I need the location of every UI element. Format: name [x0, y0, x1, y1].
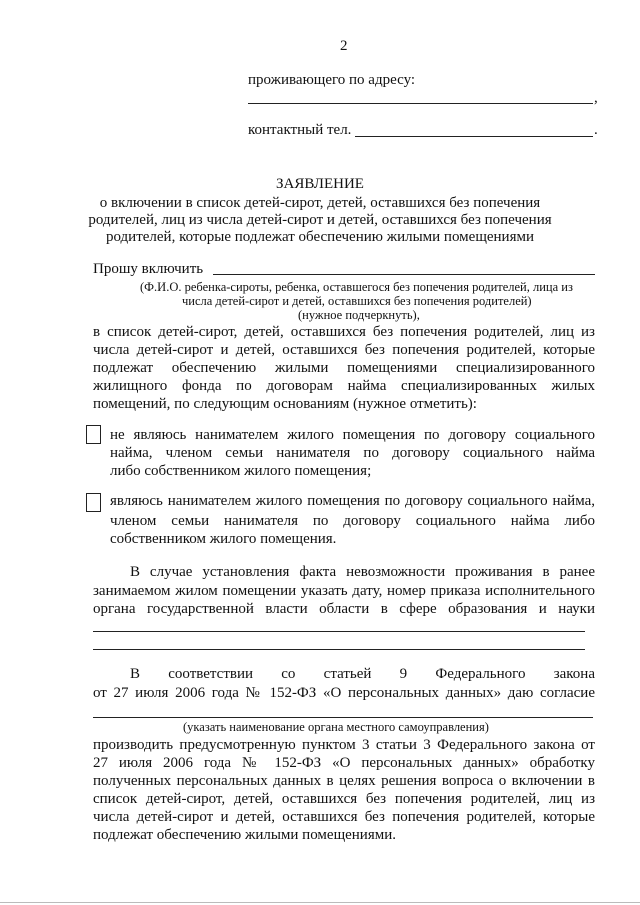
option1-checkbox[interactable] — [86, 425, 101, 444]
page-edge — [0, 902, 640, 903]
organ-line[interactable] — [93, 717, 593, 718]
request-label: Прошу включить — [93, 261, 204, 277]
paragraph-line: помещений, по следующим основаниям (нужное отметить): — [93, 396, 477, 412]
option1-line: либо собственником жилого помещения; — [110, 463, 372, 479]
subtitle-line: родителей, которые подлежат обеспечению жилыми помещениями — [105, 229, 535, 245]
option2-checkbox[interactable] — [86, 493, 101, 512]
option2-line: являюсь нанимателем жилого помещения по договору социального найма, — [110, 493, 595, 509]
paragraph-line: в список детей-сирот, детей, оставшихся без попечения родителей, лиц из — [93, 324, 595, 340]
order-line[interactable] — [93, 631, 585, 632]
paragraph4-line: полученных персональных данных в целях решения вопроса о включении в — [93, 773, 595, 789]
paragraph3-line: В соответствии со статьей 9 Федерального закона — [130, 666, 595, 682]
paragraph2-line: В случае установления факта невозможности проживания в ранее — [130, 564, 595, 580]
paragraph4-line: 27 июля 2006 года № 152-ФЗ «О персональных данных» обработку — [93, 755, 595, 771]
paragraph-line: подлежат обеспечению жилыми помещениями специализированного — [93, 360, 595, 376]
request-hint: (Ф.И.О. ребенка-сироты, ребенка, оставшегося без попечения родителей, лица из — [140, 280, 573, 294]
order-line[interactable] — [93, 649, 585, 650]
paragraph2-line: занимаемом жилом помещении указать дату, номер приказа исполнительного — [93, 583, 595, 599]
paragraph2-line: органа государственной власти области в сфере образования и науки — [93, 601, 595, 617]
phone-end: . — [594, 122, 598, 138]
option1-line: не являюсь нанимателем жилого помещения по договору социального — [110, 427, 595, 443]
phone-label: контактный тел. — [248, 122, 352, 138]
paragraph4-line: числа детей-сирот и детей, оставшихся без попечения родителей, которые — [93, 809, 595, 825]
paragraph4-line: список детей-сирот, детей, оставшихся без попечения родителей, лиц из — [93, 791, 595, 807]
paragraph4-line: производить предусмотренную пунктом 3 статьи 3 Федерального закона от — [93, 737, 595, 753]
page-number: 2 — [340, 38, 348, 54]
option2-line: членом семьи нанимателя по договору социального найма либо — [110, 513, 595, 529]
request-name-line[interactable] — [213, 274, 595, 275]
subtitle-line: о включении в список детей-сирот, детей, оставшихся без попечения — [99, 195, 541, 211]
subtitle-line: родителей, лиц из числа детей-сирот и детей, оставшихся без попечения — [88, 212, 552, 228]
option1-line: найма, членом семьи нанимателя по договору социального найма — [110, 445, 595, 461]
paragraph3-line: от 27 июля 2006 года № 152-ФЗ «О персональных данных» даю согласие — [93, 685, 595, 701]
request-hint: (нужное подчеркнуть), — [298, 308, 420, 322]
address-end: , — [594, 90, 598, 106]
option2-line: собственником жилого помещения. — [110, 531, 337, 547]
organ-hint: (указать наименование органа местного самоуправления) — [183, 720, 489, 734]
paragraph4-line: подлежат обеспечению жилыми помещениями. — [93, 827, 397, 843]
address-line[interactable] — [248, 103, 593, 104]
paragraph-line: числа детей-сирот и детей, оставшихся без попечения родителей, которые — [93, 342, 595, 358]
phone-line[interactable] — [355, 136, 593, 137]
paragraph-line: жилищного фонда по договорам найма специализированных жилых — [93, 378, 595, 394]
document-title: ЗАЯВЛЕНИЕ — [276, 176, 364, 192]
address-label: проживающего по адресу: — [248, 72, 416, 88]
request-hint: числа детей-сирот и детей, оставшихся без попечения родителей) — [182, 294, 532, 308]
